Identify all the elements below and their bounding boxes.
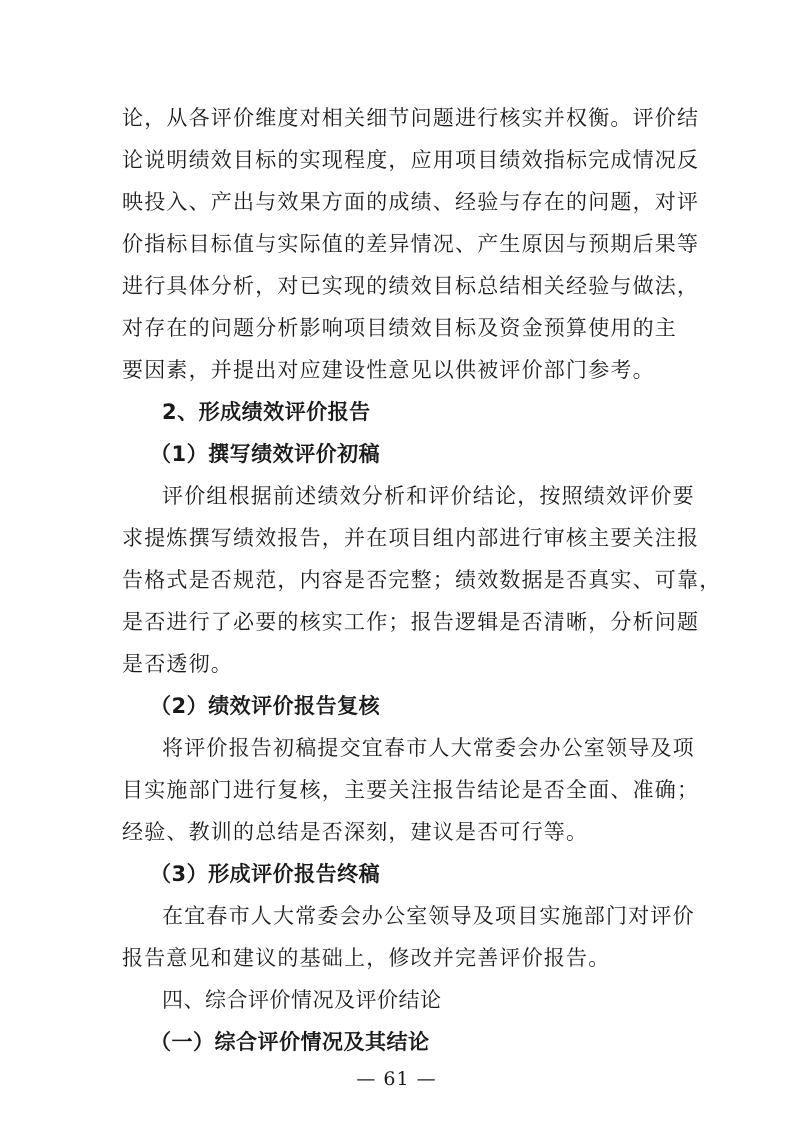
- paragraph-line: 告格式是否规范，内容是否完整；绩效数据是否真实、可靠，: [122, 568, 722, 592]
- paragraph-line: 报告意见和建议的基础上，修改并完善评价报告。: [122, 946, 611, 970]
- paragraph-line: 目实施部门进行复核，主要关注报告结论是否全面、准确；: [122, 778, 700, 802]
- paragraph-line: 评价组根据前述绩效分析和评价结论，按照绩效评价要: [162, 484, 695, 508]
- section-heading: 2、形成绩效评价报告: [162, 400, 371, 424]
- paragraph-line: 论，从各评价维度对相关细节问题进行核实并权衡。评价结: [122, 106, 700, 130]
- subsection-heading: （1）撰写绩效评价初稿: [150, 442, 381, 466]
- paragraph-line: 对存在的问题分析影响项目绩效目标及资金预算使用的主: [122, 316, 677, 340]
- subsection-heading: （3）形成评价报告终稿: [150, 862, 381, 886]
- paragraph-line: 价指标目标值与实际值的差异情况、产生原因与预期后果等: [122, 232, 700, 256]
- paragraph-line: 进行具体分析，对已实现的绩效目标总结相关经验与做法，: [122, 274, 700, 298]
- paragraph-line: 是否透彻。: [122, 652, 233, 676]
- subsection-heading: （2）绩效评价报告复核: [150, 694, 381, 718]
- paragraph-line: 要因素，并提出对应建设性意见以供被评价部门参考。: [122, 358, 655, 382]
- paragraph-line: 经验、教训的总结是否深刻，建议是否可行等。: [122, 820, 589, 844]
- paragraph-line: 论说明绩效目标的实现程度，应用项目绩效指标完成情况反: [122, 148, 700, 172]
- paragraph-line: 在宜春市人大常委会办公室领导及项目实施部门对评价: [162, 904, 695, 928]
- paragraph-line: 是否进行了必要的核实工作；报告逻辑是否清晰，分析问题: [122, 610, 700, 634]
- chapter-heading: 四、综合评价情况及评价结论: [162, 988, 442, 1012]
- paragraph-line: 求提炼撰写绩效报告，并在项目组内部进行审核主要关注报: [122, 526, 700, 550]
- subsection-heading: （一）综合评价情况及其结论: [150, 1030, 430, 1054]
- page-number: — 61 —: [356, 1068, 437, 1090]
- paragraph-line: 将评价报告初稿提交宜春市人大常委会办公室领导及项: [162, 736, 695, 760]
- paragraph-line: 映投入、产出与效果方面的成绩、经验与存在的问题，对评: [122, 190, 700, 214]
